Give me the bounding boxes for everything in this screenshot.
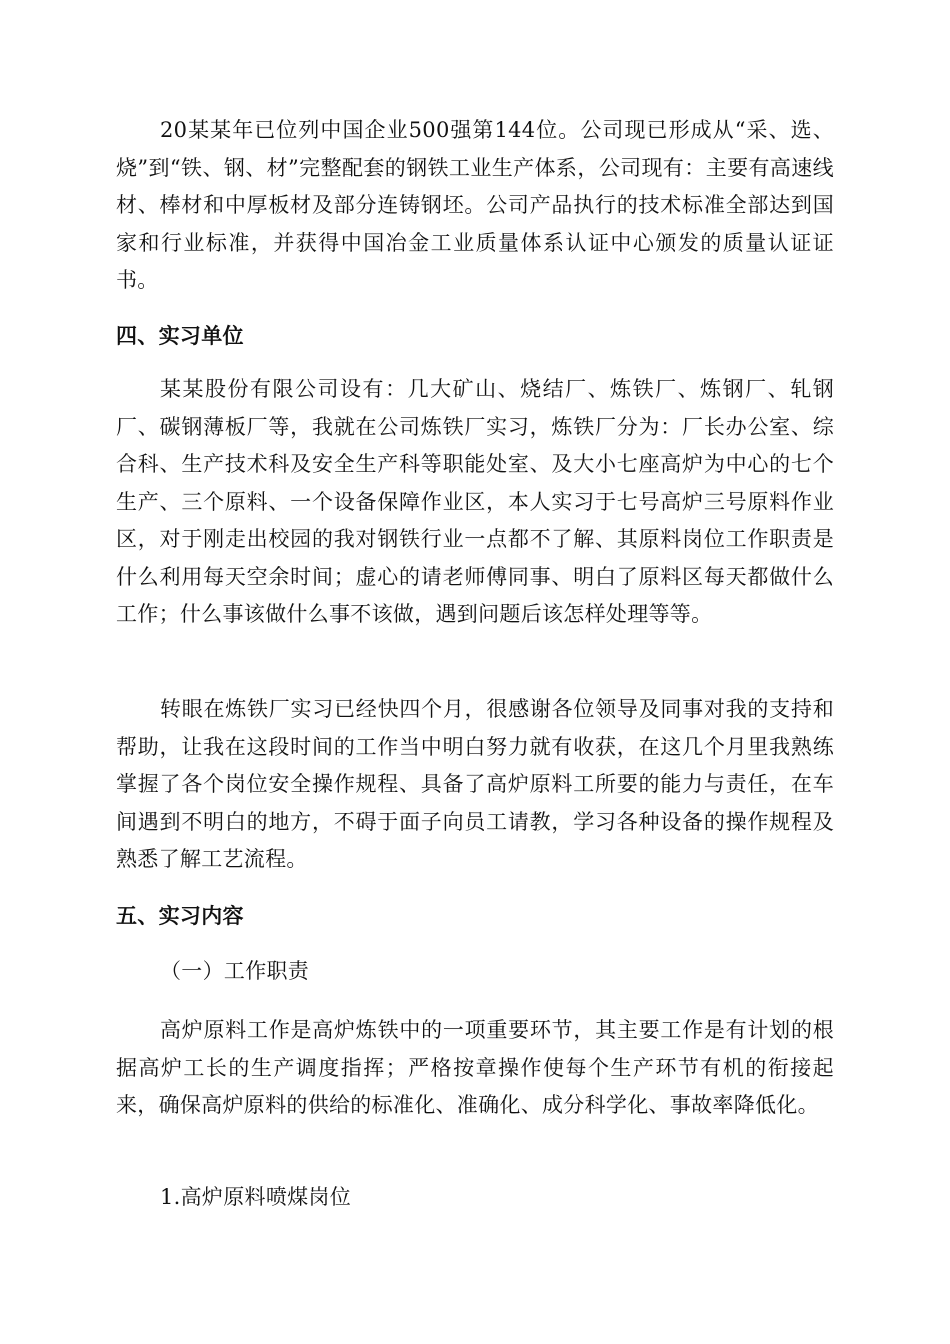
section-heading-internship-content: 五、实习内容 [116,904,244,928]
paragraph-internship-reflection: 转眼在炼铁厂实习已经快四个月，很感谢各位领导及同事对我的支持和帮助，让我在这段时间的工作当中明白努力就有收获，在这几个月里我熟练掌握了各个岗位安全操作规程、具备了高炉原料工所要的能力与责任，在车间遇到不明白的地方，不碍于面子向员工请教，学习各种设备的操作规程及熟悉了解工艺流程。 [116,697,834,871]
paragraph-internship-unit: 某某股份有限公司设有：几大矿山、烧结厂、炼铁厂、炼钢厂、轧钢厂、碳钢薄板厂等，我就在公司炼铁厂实习，炼铁厂分为：厂长办公室、综合科、生产技术科及安全生产科等职能处室、及大小七座高炉为中心的七个生产、三个原料、一个设备保障作业区，本人实习于七号高炉三号原料作业区，对于刚走出校园的我对钢铁行业一点都不了解、其原料岗位工作职责是什么利用每天空余时间；虚心的请老师傅同事、明白了原料区每天都做什么工作；什么事该做什么事不该做，遇到问题后该怎样处理等等。 [116,377,834,626]
section-heading-internship-unit: 四、实习单位 [116,324,244,348]
paragraph-job-duties: 高炉原料工作是高炉炼铁中的一项重要环节，其主要工作是有计划的根据高炉工长的生产调度指挥；严格按章操作使每个生产环节有机的衔接起来，确保高炉原料的供给的标准化、准确化、成分科学化、事故率降低化。 [116,1018,834,1117]
subheading-job-duties: （一）工作职责 [160,959,310,983]
paragraph-company-overview: 20某某年已位列中国企业500强第144位。公司现已形成从“采、选、烧”到“铁、钢、材”完整配套的钢铁工业生产体系，公司现有：主要有高速线材、棒材和中厚板材及部分连铸钢坯。公司产品执行的技术标准全部达到国家和行业标准，并获得中国冶金工业质量体系认证中心颁发的质量认证证书。 [116,118,834,292]
subheading-coal-injection-post: 1.高炉原料喷煤岗位 [160,1185,352,1209]
